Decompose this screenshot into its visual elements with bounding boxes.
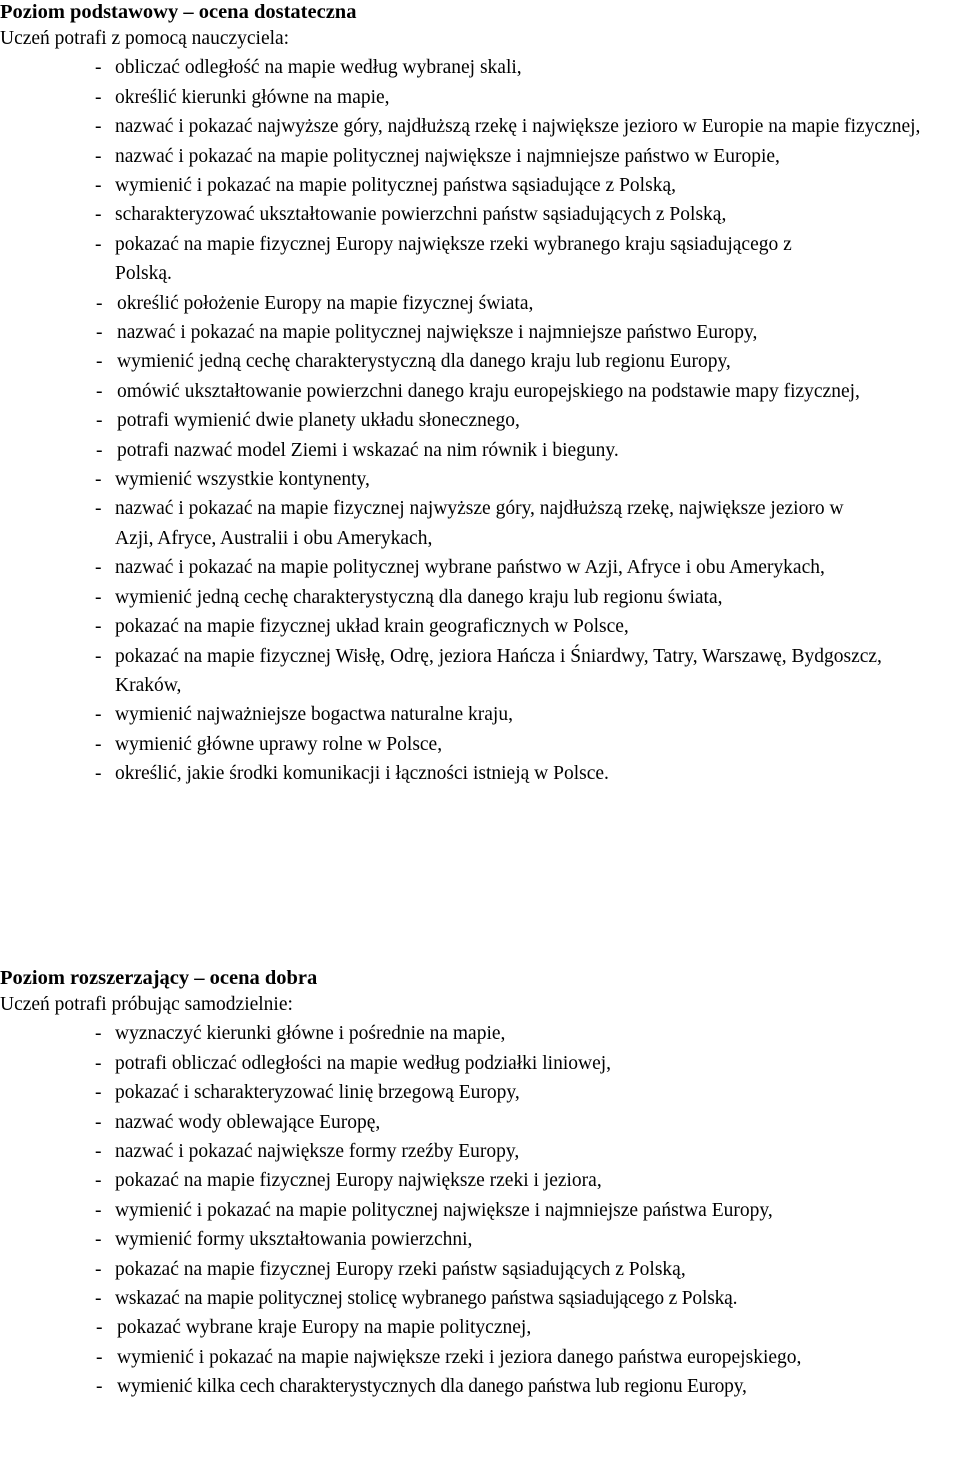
list-item: - wymienić kilka cech charakterystycznych dla danego państwa lub regionu Europy, (0, 1372, 960, 1401)
bullet-dash: - (95, 145, 102, 167)
bullet-dash: - (95, 1023, 102, 1045)
list-item: - wymienić jedną cechę charakterystyczną dla danego kraju lub regionu świata, (0, 583, 960, 612)
list-item: - wskazać na mapie politycznej stolicę wybranego państwa sąsiadującego z Polską. (0, 1284, 960, 1313)
bullet-dash: - (95, 645, 102, 667)
bullet-dash: - (95, 116, 102, 138)
bullet-dash: - (95, 469, 102, 491)
bullet-dash: - (95, 57, 102, 79)
list-item: - pokazać i scharakteryzować linię brzegową Europy, (0, 1078, 960, 1107)
bullet-dash: - (95, 1052, 102, 1074)
list-item: - wymienić formy ukształtowania powierzchni, (0, 1225, 960, 1254)
bullet-dash: - (95, 233, 102, 255)
list-item: - wymienić najważniejsze bogactwa naturalne kraju, (0, 700, 960, 729)
list-item: - pokazać na mapie fizycznej Europy największe rzeki wybranego kraju sąsiadującego z Polską. (0, 230, 960, 289)
list-item: - nazwać i pokazać najwyższe góry, najdłuższą rzekę i największe jezioro w Europie na mapie fizycznej, (0, 112, 960, 141)
requirements-list (0, 1019, 960, 1401)
section-heading: Poziom podstawowy – ocena dostateczna (0, 1, 357, 23)
bullet-dash: - (95, 175, 102, 197)
list-item: - wymienić i pokazać na mapie politycznej największe i najmniejsze państwa Europy, (0, 1196, 960, 1225)
bullet-dash: - (96, 1376, 103, 1398)
list-item: - określić, jakie środki komunikacji i łączności istnieją w Polsce. (0, 759, 960, 788)
bullet-dash: - (95, 498, 102, 520)
list-item: - wyznaczyć kierunki główne i pośrednie na mapie, (0, 1019, 960, 1048)
section-heading: Poziom rozszerzający – ocena dobra (0, 967, 318, 989)
section-extended-level (0, 966, 960, 1402)
list-item: - obliczać odległość na mapie według wybranej skali, (0, 53, 960, 82)
list-item: - wymienić jedną cechę charakterystyczną dla danego kraju lub regionu Europy, (0, 347, 960, 376)
list-item: - nazwać i pokazać na mapie fizycznej najwyższe góry, najdłuższą rzekę, największe jezioro w Azji, Afryce, Australii i obu Amerykach, (0, 494, 960, 553)
list-item: - omówić ukształtowanie powierzchni danego kraju europejskiego na podstawie mapy fizycznej, (0, 377, 960, 406)
bullet-dash: - (95, 1199, 102, 1221)
list-item: - wymienić i pokazać na mapie największe rzeki i jeziora danego państwa europejskiego, (0, 1343, 960, 1372)
bullet-dash: - (96, 351, 103, 373)
bullet-dash: - (96, 1317, 103, 1339)
section-intro: Uczeń potrafi próbując samodzielnie: (0, 994, 293, 1015)
bullet-dash: - (95, 1288, 102, 1310)
list-item: - pokazać na mapie fizycznej Europy rzeki państw sąsiadujących z Polską, (0, 1255, 960, 1284)
list-item: - nazwać i pokazać na mapie politycznej największe i najmniejsze państwo Europy, (0, 318, 960, 347)
bullet-dash: - (96, 322, 103, 344)
list-item: - nazwać wody oblewające Europę, (0, 1108, 960, 1137)
bullet-dash: - (95, 1170, 102, 1192)
list-item: - określić położenie Europy na mapie fizycznej świata, (0, 289, 960, 318)
requirements-list (0, 53, 960, 788)
bullet-dash: - (95, 1258, 102, 1280)
bullet-dash: - (95, 86, 102, 108)
bullet-dash: - (95, 616, 102, 638)
list-item: - potrafi nazwać model Ziemi i wskazać na nim równik i bieguny. (0, 436, 960, 465)
bullet-dash: - (95, 763, 102, 785)
bullet-dash: - (96, 410, 103, 432)
bullet-dash: - (96, 380, 103, 402)
bullet-dash: - (95, 1141, 102, 1163)
list-item: - potrafi wymienić dwie planety układu słonecznego, (0, 406, 960, 435)
bullet-dash: - (95, 204, 102, 226)
list-item: - określić kierunki główne na mapie, (0, 83, 960, 112)
bullet-dash: - (96, 292, 103, 314)
bullet-dash: - (95, 1229, 102, 1251)
bullet-dash: - (96, 1346, 103, 1368)
list-item: - wymienić i pokazać na mapie politycznej państwa sąsiadujące z Polską, (0, 171, 960, 200)
bullet-dash: - (95, 557, 102, 579)
bullet-dash: - (95, 1111, 102, 1133)
list-item: - wymienić wszystkie kontynenty, (0, 465, 960, 494)
list-item: - pokazać na mapie fizycznej Wisłę, Odrę, jeziora Hańcza i Śniardwy, Tatry, Warszawę, Bydgoszcz, Kraków, (0, 642, 960, 701)
bullet-dash: - (96, 439, 103, 461)
list-item: - pokazać na mapie fizycznej Europy największe rzeki i jeziora, (0, 1166, 960, 1195)
list-item: - nazwać i pokazać na mapie politycznej wybrane państwo w Azji, Afryce i obu Amerykach, (0, 553, 960, 582)
list-item: - pokazać wybrane kraje Europy na mapie politycznej, (0, 1313, 960, 1342)
bullet-dash: - (95, 1082, 102, 1104)
bullet-dash: - (95, 733, 102, 755)
section-intro: Uczeń potrafi z pomocą nauczyciela: (0, 28, 290, 49)
list-item: - pokazać na mapie fizycznej układ krain geograficznych w Polsce, (0, 612, 960, 641)
list-item: - wymienić główne uprawy rolne w Polsce, (0, 730, 960, 759)
bullet-dash: - (95, 586, 102, 608)
list-item: - nazwać i pokazać na mapie politycznej największe i najmniejsze państwo w Europie, (0, 142, 960, 171)
list-item: - scharakteryzować ukształtowanie powierzchni państw sąsiadujących z Polską, (0, 200, 960, 229)
bullet-dash: - (95, 704, 102, 726)
list-item: - potrafi obliczać odległości na mapie według podziałki liniowej, (0, 1049, 960, 1078)
list-item: - nazwać i pokazać największe formy rzeźby Europy, (0, 1137, 960, 1166)
